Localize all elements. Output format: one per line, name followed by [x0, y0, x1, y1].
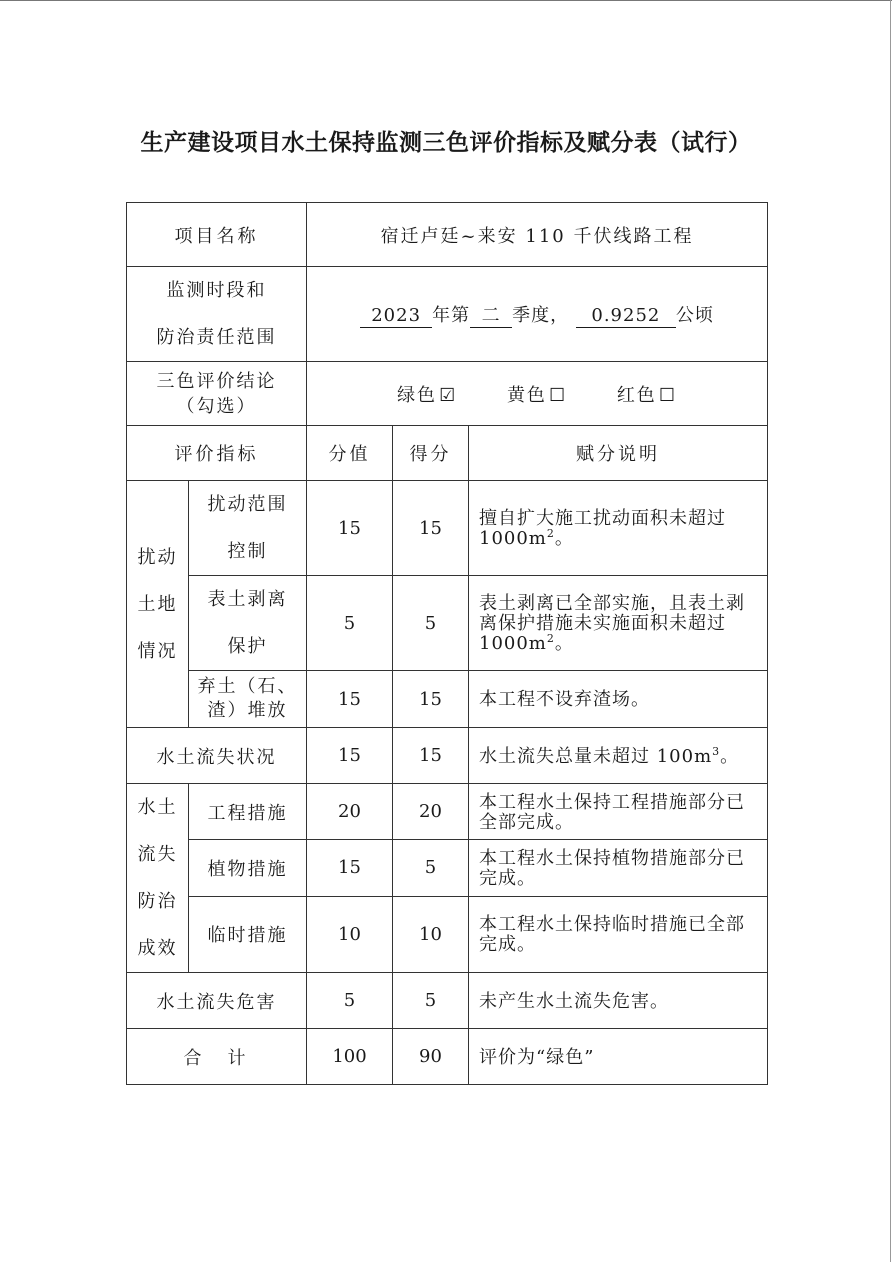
row-description-text: 水土流失总量未超过 100m — [479, 745, 713, 767]
project-label: 项目名称 — [127, 203, 307, 267]
total-label: 合 计 — [127, 1029, 307, 1085]
checkbox-empty-icon[interactable]: ☐ — [658, 384, 677, 406]
row-name-line2: 保护 — [227, 636, 268, 657]
row-name: 临时措施 — [189, 896, 307, 972]
conclusion-label-line2: （勾选） — [176, 395, 257, 417]
right-border — [890, 0, 891, 1262]
row-max-score: 5 — [307, 973, 393, 1029]
row-score: 20 — [393, 784, 469, 840]
row-description-end: 。 — [554, 528, 574, 549]
row-name — [189, 671, 307, 728]
conclusion-row — [127, 362, 768, 426]
row-max-score: 15 — [307, 840, 393, 896]
conclusion-options — [307, 362, 768, 426]
evaluation-table — [126, 202, 768, 1085]
row-description-text: 表土剥离已全部实施，且表土剥离保护措施未实施面积未超过 1000m — [479, 593, 745, 654]
row-max-score: 15 — [307, 728, 393, 784]
group-disturb-line: 扰动 — [137, 546, 178, 568]
row-description: 本工程水土保持植物措施部分已完成。 — [469, 840, 768, 896]
row-description: 未产生水土流失危害。 — [469, 973, 768, 1029]
row-description — [469, 481, 768, 576]
row-description: 本工程水土保持临时措施已全部完成。 — [469, 896, 768, 972]
project-row — [127, 203, 768, 267]
area-unit: 公顷 — [675, 304, 714, 326]
checkbox-checked-icon[interactable]: ☑ — [439, 384, 458, 406]
row-description — [469, 576, 768, 671]
row-description: 本工程不设弃渣场。 — [469, 671, 768, 728]
row-score: 5 — [393, 840, 469, 896]
quarter-value: 二 — [470, 305, 512, 328]
table-row — [127, 576, 768, 671]
row-description: 本工程水土保持工程措施部分已全部完成。 — [469, 784, 768, 840]
page-title: 生产建设项目水土保持监测三色评价指标及赋分表（试行） — [140, 130, 752, 156]
row-description — [469, 728, 768, 784]
table-row — [127, 973, 768, 1029]
group-prevention-line: 流失 — [137, 844, 178, 865]
period-label-line1: 监测时段和 — [166, 280, 267, 301]
header-max-score: 分值 — [307, 426, 393, 481]
table-row — [127, 840, 768, 896]
row-description-sup: 2 — [546, 632, 555, 645]
checkbox-empty-icon[interactable]: ☐ — [548, 384, 568, 406]
conclusion-label-line1: 三色评价结论 — [156, 370, 277, 392]
option-red-label: 红色 — [616, 384, 657, 406]
row-max-score: 20 — [307, 784, 393, 840]
row-description-text: 擅自扩大施工扰动面积未超过 1000m — [479, 508, 726, 549]
top-border — [0, 0, 892, 1]
row-score: 5 — [393, 576, 469, 671]
group-disturb-line: 土地 — [137, 593, 178, 615]
row-name — [189, 576, 307, 671]
group-disturb — [127, 481, 189, 728]
row-score: 15 — [393, 481, 469, 576]
group-prevention-line: 防治 — [137, 891, 178, 912]
period-row — [127, 267, 768, 362]
project-value: 宿迁卢廷~来安 110 千伏线路工程 — [307, 203, 768, 267]
row-name-line1: 弃土（石、 — [197, 676, 298, 697]
total-description: 评价为“绿色” — [469, 1029, 768, 1085]
table-row — [127, 481, 768, 576]
row-name: 水土流失危害 — [127, 973, 307, 1029]
total-row — [127, 1029, 768, 1085]
conclusion-label — [127, 362, 307, 426]
period-label-line2: 防治责任范围 — [156, 327, 277, 348]
row-description-sup: 3 — [712, 744, 721, 758]
table-row — [127, 784, 768, 840]
row-name — [189, 481, 307, 576]
table-row — [127, 896, 768, 972]
total-score: 90 — [393, 1029, 469, 1085]
row-max-score: 5 — [307, 576, 393, 671]
header-indicator: 评价指标 — [127, 426, 307, 481]
table-row — [127, 671, 768, 728]
quarter-suffix: 季度， — [512, 304, 570, 326]
row-score: 10 — [393, 896, 469, 972]
header-row — [127, 426, 768, 481]
header-description: 赋分说明 — [469, 426, 768, 481]
row-name: 工程措施 — [189, 784, 307, 840]
group-prevention-line: 成效 — [137, 938, 178, 959]
row-name-line1: 扰动范围 — [207, 494, 288, 515]
period-label — [127, 267, 307, 362]
row-description-sup: 2 — [546, 527, 555, 540]
row-max-score: 15 — [307, 481, 393, 576]
row-max-score: 15 — [307, 671, 393, 728]
group-prevention-line: 水土 — [137, 797, 178, 818]
group-disturb-line: 情况 — [137, 640, 178, 662]
row-max-score: 10 — [307, 896, 393, 972]
row-name-line1: 表土剥离 — [207, 589, 288, 610]
option-green-label: 绿色 — [397, 384, 438, 406]
year-suffix: 年第 — [432, 304, 471, 326]
period-value — [307, 267, 768, 362]
row-name-line2: 控制 — [227, 541, 268, 562]
row-description-end: 。 — [720, 745, 740, 767]
area-value: 0.9252 — [576, 305, 676, 328]
year-value: 2023 — [360, 305, 432, 328]
option-red — [617, 381, 677, 407]
row-score: 15 — [393, 728, 469, 784]
row-name: 水土流失状况 — [127, 728, 307, 784]
group-prevention — [127, 784, 189, 973]
total-max-score: 100 — [307, 1029, 393, 1085]
row-score: 5 — [393, 973, 469, 1029]
option-green — [397, 381, 457, 407]
table-row — [127, 728, 768, 784]
option-yellow — [507, 381, 567, 407]
row-score: 15 — [393, 671, 469, 728]
row-description-end: 。 — [554, 633, 574, 654]
option-yellow-label: 黄色 — [506, 384, 547, 406]
header-score: 得分 — [393, 426, 469, 481]
row-name-line2: 渣）堆放 — [207, 700, 288, 721]
row-name: 植物措施 — [189, 840, 307, 896]
